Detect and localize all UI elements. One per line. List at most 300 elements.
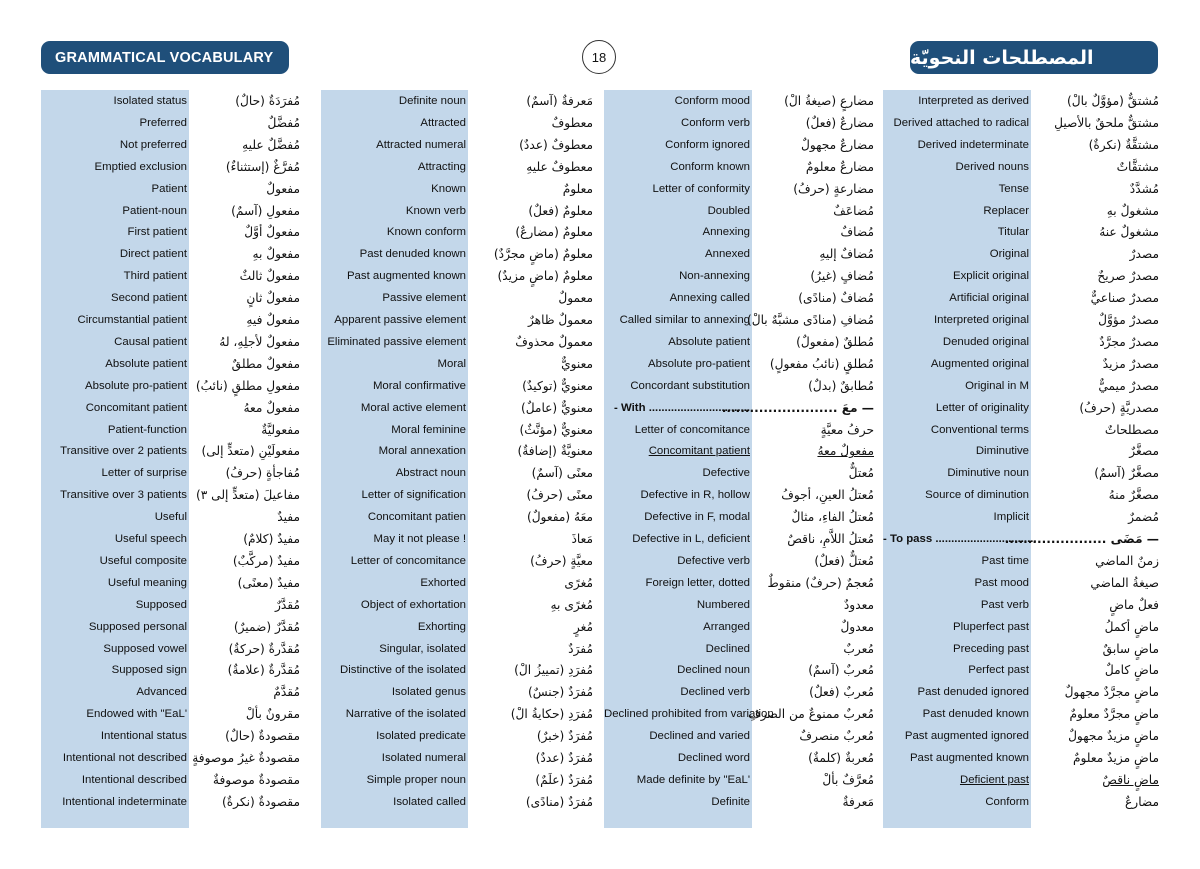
term-english [41, 462, 187, 484]
term-arabic-text: مشتقَّاتٌ [1116, 159, 1159, 174]
term-arabic-text: مُقدَّمٌ [273, 685, 300, 700]
term-arabic [191, 265, 300, 287]
term-arabic [1033, 703, 1159, 725]
vocab-row [41, 462, 300, 484]
term-english [604, 638, 750, 660]
term-arabic [1033, 90, 1159, 112]
term-arabic-text: مصدرٌ صريحٌ [1097, 269, 1159, 284]
term-english [604, 725, 750, 747]
term-arabic-text: مصغَّرٌ منهُ [1108, 488, 1159, 503]
term-arabic [1033, 200, 1159, 222]
vocab-row [883, 375, 1159, 397]
term-arabic [754, 528, 874, 550]
term-english [321, 90, 466, 112]
term-english [883, 616, 1029, 638]
term-english-text: Intentional status [100, 730, 187, 743]
term-english-text: Annexing called [669, 292, 750, 305]
vocab-row [883, 616, 1159, 638]
term-english [604, 550, 750, 572]
vocab-column-2 [321, 90, 593, 828]
term-arabic [191, 506, 300, 528]
term-english-text: Supposed [135, 598, 187, 611]
vocab-row [321, 484, 593, 506]
term-english-text: Simple proper noun [366, 773, 466, 786]
vocab-row [604, 419, 874, 441]
vocab-row [604, 462, 874, 484]
term-arabic [748, 703, 874, 725]
vocab-row [883, 550, 1159, 572]
term-english-text: Isolated predicate [376, 730, 466, 743]
vocab-row [883, 419, 1159, 441]
term-arabic-text: معدودٌ [843, 597, 874, 612]
vocab-row [604, 550, 874, 572]
term-english [321, 528, 466, 550]
term-english-text: Third patient [123, 270, 187, 283]
term-english-text: Original [989, 248, 1029, 261]
term-english-text: Declined word [677, 752, 750, 764]
term-arabic [470, 375, 593, 397]
term-english-text: Interpreted as derived [918, 95, 1029, 107]
term-arabic-text: معطوفٌ [551, 115, 593, 130]
term-english-text: Letter of signification [361, 489, 466, 502]
vocab-row [321, 112, 593, 134]
term-english [604, 309, 750, 331]
vocab-row [41, 681, 300, 703]
term-arabic-text: مُشتقٌّ (مؤوَّلٌ بالْ) [1066, 94, 1159, 108]
term-english [604, 331, 750, 353]
vocab-row [41, 243, 300, 265]
term-english-text: Past time [981, 554, 1029, 567]
term-english-text: Absolute pro-patient [85, 379, 187, 392]
vocab-row [604, 791, 874, 813]
term-english-text: Replacer [983, 204, 1029, 217]
term-arabic-text: حرفُ معيَّةٍ [820, 422, 874, 437]
vocab-row [321, 572, 593, 594]
term-english [883, 397, 1029, 419]
term-english-text: First patient [127, 226, 187, 239]
term-arabic-text: مُفضَّلٌ عليهِ [242, 137, 300, 152]
term-english [41, 353, 187, 375]
term-english-text: Doubled [707, 204, 750, 217]
vocab-row [321, 462, 593, 484]
term-english [321, 462, 466, 484]
term-english [41, 221, 187, 243]
term-english [41, 440, 187, 462]
vocab-row [321, 419, 593, 441]
term-arabic-text: مضارعٍ (صيغةُ الْ) [784, 94, 874, 108]
term-arabic-text: معنويَّةٌ (إضافةٌ) [517, 444, 593, 459]
term-arabic [754, 681, 874, 703]
term-english-text: Past augmented known [346, 270, 466, 283]
term-arabic-text: معنًى (آسمٌ) [531, 466, 593, 481]
term-arabic-text: مُغرًى بهِ [550, 597, 593, 612]
term-arabic-text: مُطابقٌ (بدلٌ) [808, 378, 874, 393]
term-arabic [754, 243, 874, 265]
term-arabic-text: مُفرَدَةٌ (حالٌ) [235, 94, 300, 108]
term-english-text: Annexed [705, 248, 750, 261]
term-arabic [1033, 309, 1159, 331]
term-english [604, 506, 750, 528]
term-arabic-text: مقصودةٌ (حالٌ) [225, 729, 300, 744]
term-arabic-text: مفيدٌ [277, 510, 300, 525]
term-arabic [191, 397, 300, 419]
term-arabic-text: مقرونٌ بألْ [245, 707, 300, 722]
term-english [604, 594, 750, 616]
term-english [321, 506, 466, 528]
term-english-text: Second patient [111, 292, 187, 305]
term-english [321, 572, 466, 594]
term-english [883, 200, 1029, 222]
term-english [604, 659, 750, 681]
term-english-text: Known [431, 182, 466, 195]
term-english-text: Definite [711, 795, 750, 808]
vocab-row [883, 659, 1159, 681]
term-english-text: Supposed sign [111, 664, 187, 677]
vocab-row [41, 506, 300, 528]
vocab-row [321, 550, 593, 572]
term-arabic-text: مضارعٌ [1125, 794, 1159, 809]
vocab-row [321, 353, 593, 375]
term-arabic-text: معمولٌ محذوفٌ [515, 334, 593, 349]
term-english-text: Singular, isolated [379, 642, 466, 655]
term-arabic [754, 550, 874, 572]
term-arabic [1033, 178, 1159, 200]
vocab-row [41, 397, 300, 419]
term-english-text: Defective in L, deficient [632, 533, 750, 545]
term-arabic-text: مشغولٌ عنهُ [1099, 225, 1159, 240]
vocab-row [41, 331, 300, 353]
term-english [321, 638, 466, 660]
term-english-text: Not preferred [119, 138, 187, 151]
term-arabic-text: معطوفٌ عليهِ [526, 159, 593, 174]
vocab-row [883, 769, 1159, 791]
term-arabic [754, 90, 874, 112]
term-english-text: Useful composite [99, 554, 187, 567]
vocab-row [883, 397, 1159, 419]
vocab-row [883, 528, 1159, 550]
term-arabic-text: مَعرفةٌ (آسمٌ) [526, 94, 593, 108]
term-arabic [1033, 550, 1159, 572]
term-arabic-text: مُعربٌ (فعلٌ) [809, 685, 874, 700]
vocab-row [321, 769, 593, 791]
term-arabic-text: مُضاعَفٌ [833, 203, 874, 218]
term-arabic-text: مُغرًى [564, 575, 593, 590]
term-arabic [1033, 331, 1159, 353]
term-arabic-text: مفعولٌ فيهِ [246, 313, 300, 327]
term-english-text: Derived attached to radical [893, 116, 1029, 129]
term-arabic [1033, 462, 1159, 484]
term-english-text: Attracted numeral [376, 138, 466, 151]
term-arabic [191, 331, 300, 353]
term-arabic [191, 243, 300, 265]
term-english-text: Diminutive noun [947, 467, 1029, 480]
vocab-row [883, 178, 1159, 200]
term-arabic-text: مفعولٌ [266, 181, 300, 196]
term-arabic-text: مُعربٌ [843, 641, 874, 656]
vocab-row [604, 243, 874, 265]
term-arabic [191, 703, 300, 725]
term-arabic-text: معَهُ (مفعولٌ) [526, 510, 593, 525]
term-arabic [470, 769, 593, 791]
term-arabic-text: مفعولَيْنِ (متعدٍّ إلى) [201, 444, 300, 459]
term-arabic-text: — معَ ......................... [721, 400, 874, 415]
term-english [604, 134, 750, 156]
term-english [321, 243, 466, 265]
vocab-row [883, 265, 1159, 287]
vocab-row [321, 528, 593, 550]
vocab-row [604, 287, 874, 309]
vocab-row [883, 572, 1159, 594]
term-arabic-text: مُقدَّرةٌ (علامةٌ) [227, 663, 300, 678]
term-arabic [191, 550, 300, 572]
term-english-text: Patient-function [107, 423, 187, 436]
term-arabic-text: معدولٌ [840, 619, 874, 634]
vocab-row [604, 156, 874, 178]
term-arabic [1033, 572, 1159, 594]
term-english-text: Artificial original [949, 292, 1029, 305]
vocab-row [604, 90, 874, 112]
term-arabic-text: مُفرَدِ (تمييزُ الْ) [514, 663, 593, 678]
term-arabic [191, 572, 300, 594]
term-arabic [754, 221, 874, 243]
term-english-text: Declined and varied [649, 730, 750, 743]
vocab-row [604, 638, 874, 660]
term-english [321, 419, 466, 441]
term-arabic-text: ماضٍ سابقٌ [1102, 641, 1159, 656]
term-arabic [1033, 112, 1159, 134]
term-arabic-text: مفعوليَّةٌ [261, 422, 300, 437]
term-english-text: Numbered [696, 598, 750, 611]
vocab-row [41, 221, 300, 243]
term-english [883, 287, 1029, 309]
term-arabic-text: مضارعٌ مجهولٌ [800, 137, 874, 152]
term-arabic-text: معلومٌ (ماضٍ مزيدٌ) [497, 269, 593, 284]
vocab-row [41, 638, 300, 660]
term-arabic [754, 725, 874, 747]
term-arabic [1033, 375, 1159, 397]
term-arabic [1033, 747, 1159, 769]
term-arabic [1033, 134, 1159, 156]
term-english-text: Conform verb [680, 116, 750, 129]
term-arabic-text: معلومٌ (فعلٌ) [528, 203, 593, 218]
term-english [883, 156, 1029, 178]
vocab-column-4 [883, 90, 1159, 828]
term-english-text: Defective [702, 467, 750, 480]
term-arabic [470, 156, 593, 178]
term-arabic-text: مصغَّرٌ (آسمٌ) [1094, 466, 1159, 481]
term-arabic [754, 440, 874, 462]
term-english-text: Isolated status [113, 95, 187, 107]
term-arabic [754, 572, 874, 594]
vocab-row [604, 221, 874, 243]
vocab-row [41, 725, 300, 747]
term-english [604, 572, 750, 594]
term-english-text: Conform [985, 795, 1029, 808]
term-english [41, 572, 187, 594]
vocab-row [321, 638, 593, 660]
vocab-row [604, 200, 874, 222]
vocab-row [604, 506, 874, 528]
term-english [604, 353, 750, 375]
term-english-text: Implicit [993, 511, 1029, 524]
vocab-row [604, 178, 874, 200]
term-arabic [470, 309, 593, 331]
term-english [321, 397, 466, 419]
vocab-row [883, 331, 1159, 353]
term-english-text: Preferred [139, 116, 187, 129]
term-arabic [754, 769, 874, 791]
vocab-row [604, 134, 874, 156]
term-english [41, 484, 187, 506]
term-arabic [1004, 528, 1159, 550]
term-english-text: Moral feminine [391, 423, 466, 436]
vocab-row [321, 791, 593, 813]
term-arabic-text: معلومٌ [562, 181, 593, 196]
vocab-column-3 [604, 90, 874, 828]
term-arabic-text: مُفرَدِ (حكايةُ الْ) [510, 707, 593, 722]
term-english [41, 178, 187, 200]
term-english-text: Letter of originality [935, 401, 1029, 414]
term-english [41, 725, 187, 747]
term-arabic [1033, 287, 1159, 309]
term-english [604, 462, 750, 484]
term-arabic [191, 638, 300, 660]
term-arabic [754, 594, 874, 616]
term-english [321, 616, 466, 638]
term-arabic-text: مُقدَّرةٌ (حركةٌ) [228, 641, 300, 656]
term-arabic-text: معمولٌ [558, 291, 593, 306]
term-arabic [470, 265, 593, 287]
page-number: 18 [582, 40, 616, 74]
term-arabic [191, 462, 300, 484]
term-english-text: Object of exhortation [360, 598, 466, 611]
term-english-text: Perfect past [968, 664, 1029, 677]
term-english [321, 484, 466, 506]
term-english-text: Declined noun [677, 664, 750, 677]
term-arabic-text: — مَضَى ...................... [1004, 532, 1159, 546]
vocab-row [41, 287, 300, 309]
vocab-row [883, 594, 1159, 616]
term-english [41, 616, 187, 638]
term-arabic-text: مُفرَدٌ (جنسٌ) [528, 685, 593, 700]
term-english [41, 594, 187, 616]
term-arabic [754, 484, 874, 506]
term-arabic-text: مُعربةٌ (كلمةٌ) [808, 751, 874, 765]
term-english-text: Apparent passive element [334, 314, 466, 326]
term-arabic [1033, 681, 1159, 703]
term-english-text: Conform ignored [665, 138, 750, 151]
term-english [41, 265, 187, 287]
vocab-row [604, 659, 874, 681]
term-arabic-text: معنًى (حرفُ) [526, 488, 593, 503]
term-arabic [754, 659, 874, 681]
term-arabic-text: معلومٌ (مضارعٌ) [515, 225, 593, 240]
vocab-row [41, 572, 300, 594]
term-english [604, 287, 750, 309]
term-english-text: Patient-noun [122, 204, 187, 217]
term-english-text: Diminutive [975, 445, 1029, 458]
vocab-row [321, 309, 593, 331]
term-english-text: Moral active element [360, 401, 466, 414]
vocab-row [883, 506, 1159, 528]
vocab-row [321, 681, 593, 703]
term-arabic [1033, 638, 1159, 660]
term-english [41, 681, 187, 703]
vocab-row [883, 638, 1159, 660]
term-arabic [470, 331, 593, 353]
term-arabic [1033, 791, 1159, 813]
term-english-text: Letter of conformity [652, 182, 750, 195]
term-arabic [1033, 243, 1159, 265]
term-arabic [191, 747, 300, 769]
term-english [321, 309, 466, 331]
term-english [321, 200, 466, 222]
term-arabic-text: ماضٍ مزيدٌ معلومٌ [1072, 751, 1159, 765]
term-arabic-text: مُفرَدٌ (خبرٌ) [536, 729, 593, 744]
term-arabic [470, 638, 593, 660]
term-arabic [191, 594, 300, 616]
term-arabic-text: ماضٍ كاملٌ [1104, 663, 1159, 678]
term-english [883, 309, 1029, 331]
term-arabic-text: مفعولٌ أوَّلٌ [244, 225, 300, 240]
term-english [883, 484, 1029, 506]
term-english-text: Useful meaning [107, 576, 187, 589]
term-arabic [470, 287, 593, 309]
term-english-text: Original in M [965, 379, 1029, 392]
vocab-row [883, 353, 1159, 375]
term-arabic-text: ماضٍ مجرَّدٌ مجهولٌ [1064, 685, 1159, 700]
vocab-row [321, 221, 593, 243]
term-arabic [470, 484, 593, 506]
term-arabic-text: مفعولِ مطلقٍ (نائبُ) [195, 378, 300, 393]
term-arabic-text: مصدريَّةٍ (حرفُ) [1079, 400, 1159, 415]
term-english [321, 221, 466, 243]
term-english [883, 353, 1029, 375]
term-english-text: Letter of surprise [101, 467, 187, 480]
term-english [321, 178, 466, 200]
term-arabic [191, 769, 300, 791]
term-arabic [1033, 353, 1159, 375]
term-arabic-text: صيغةُ الماضي [1090, 575, 1159, 590]
term-arabic [470, 243, 593, 265]
term-arabic-text: مفعولٌ لأجلِهِ، لهُ [219, 334, 300, 349]
vocab-row [41, 419, 300, 441]
term-arabic-text: مضارعٌ (فعلٌ) [805, 115, 874, 130]
vocab-row [321, 616, 593, 638]
term-arabic-text: مُفرَدٌ (علَمٌ) [535, 772, 593, 787]
vocab-row [883, 287, 1159, 309]
term-arabic [746, 309, 874, 331]
vocab-rows [321, 90, 593, 828]
term-english-text: Foreign letter, dotted [645, 576, 750, 589]
vocab-row [41, 659, 300, 681]
term-english [883, 572, 1029, 594]
vocab-row [604, 397, 874, 419]
term-arabic [470, 440, 593, 462]
vocab-row [604, 681, 874, 703]
term-english-text: Titular [997, 226, 1029, 239]
term-english [41, 638, 187, 660]
vocab-row [604, 703, 874, 725]
term-arabic-text: ماضٍ مزيدٌ مجهولٌ [1068, 729, 1159, 744]
term-english-text: May it not please ! [373, 533, 466, 545]
term-arabic [470, 659, 593, 681]
vocab-row [321, 331, 593, 353]
term-arabic [1033, 506, 1159, 528]
term-arabic-text: مُعجمٌ (حرفٌ) منقوطٌ [767, 575, 874, 590]
term-arabic-text: مصدرٌ مزيدٌ [1102, 356, 1159, 371]
vocab-row [883, 200, 1159, 222]
